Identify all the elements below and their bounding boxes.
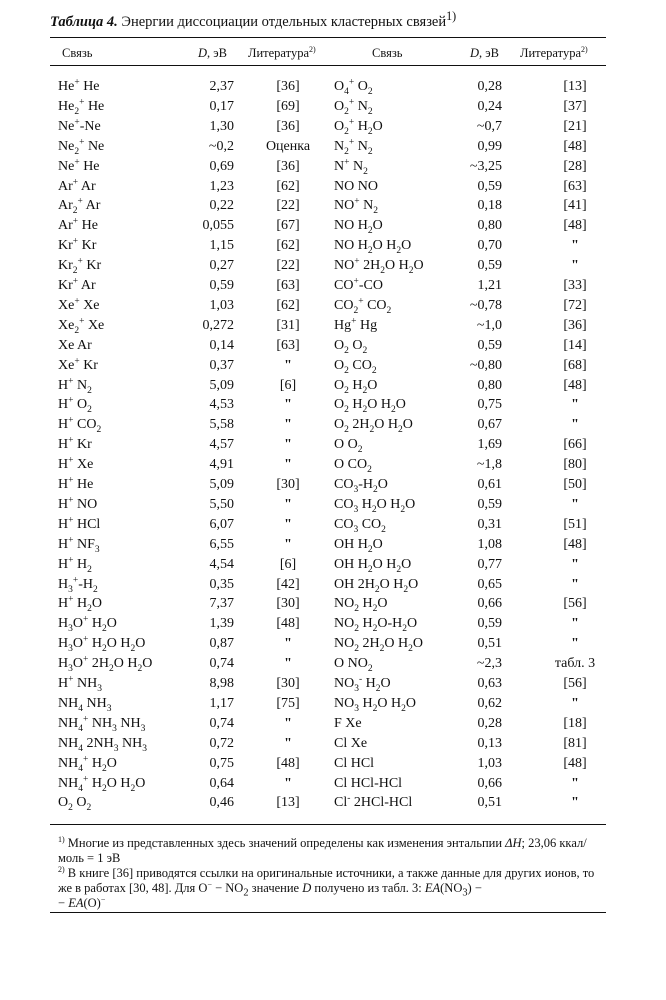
- dissociation-energy: 0,64: [209, 775, 234, 791]
- dissociation-energy: 0,18: [477, 198, 502, 214]
- bond-formula: $NH_4$ $2NH_3$ $NH_3$: [58, 735, 147, 754]
- literature-ref: [18]: [563, 715, 587, 731]
- literature-ref: [67]: [276, 218, 300, 234]
- dissociation-energy: 0,66: [477, 775, 502, 791]
- literature-ref: [66]: [563, 437, 587, 453]
- dissociation-energy: 0,59: [477, 337, 502, 353]
- bond-formula: $O_2$ $H_2O$ $H_2O$: [334, 397, 406, 416]
- literature-ref: [30]: [276, 596, 300, 612]
- dissociation-energy: 0,14: [209, 337, 234, 353]
- dissociation-energy: 0,74: [209, 656, 234, 672]
- footnote-2-part: 3: [462, 887, 468, 899]
- bond-formula: $CO_3$ $CO_2$: [334, 516, 386, 535]
- bond-formula: He+ He: [58, 77, 100, 94]
- bond-formula: O $NO_2$: [334, 656, 373, 674]
- dissociation-energy: 0,31: [477, 516, 502, 532]
- bond-formula: Kr+ Kr: [58, 236, 97, 254]
- dissociation-energy: 0,67: [477, 417, 502, 433]
- literature-ref: [22]: [276, 198, 300, 214]
- literature-ref: [41]: [563, 198, 587, 214]
- dissociation-energy: 0,59: [477, 616, 502, 632]
- table-caption: [50, 9, 457, 31]
- literature-ref: [30]: [276, 477, 300, 492]
- bond-formula: Cl HCl-HCl: [334, 775, 403, 791]
- bond-formula: NO $H_2O$ $H_2O$: [334, 238, 412, 256]
- header-energy-right: [470, 46, 499, 61]
- footnote-2-part: получено из табл. 3:: [311, 881, 425, 895]
- dissociation-energy: 4,91: [209, 457, 234, 473]
- dissociation-energy: 4,54: [209, 556, 234, 572]
- bond-formula: NO+ $N_2$: [334, 196, 378, 217]
- literature-ref: [13]: [563, 79, 587, 94]
- literature-ref: [48]: [563, 138, 587, 154]
- bond-formula: $Xe_2^+$ Xe: [58, 316, 105, 336]
- literature-ref: [81]: [563, 735, 587, 751]
- footnote-1-text: Многие из представленных здесь значений определены как изменения энтальпии: [64, 836, 506, 850]
- dissociation-energy: ~0,80: [469, 357, 502, 373]
- bond-formula: Ne+ He: [58, 156, 100, 174]
- bond-formula: H+ $NF_3$: [58, 535, 100, 555]
- footnote-2-part: −: [58, 896, 69, 910]
- footnote-2-part: ) −: [467, 881, 482, 895]
- literature-ref: [56]: [563, 596, 587, 612]
- literature-ref: ": [571, 795, 579, 811]
- dissociation-energy: 0,62: [477, 695, 502, 711]
- literature-ref: [62]: [276, 238, 300, 254]
- literature-ref: ": [571, 397, 579, 413]
- bond-formula: $H_3O^+$ $H_2O$ $H_2O$: [58, 634, 146, 654]
- literature-ref: [36]: [276, 158, 300, 174]
- literature-ref: ": [284, 417, 292, 433]
- footnote-2-part: 2: [243, 887, 249, 899]
- header-energy-left: [198, 46, 227, 61]
- literature-ref: табл. 3: [554, 656, 596, 672]
- dissociation-energy: 0,70: [477, 238, 502, 254]
- bond-formula: $NO_2$ $H_2O-H_2O$: [334, 616, 418, 635]
- literature-ref: [37]: [563, 98, 587, 114]
- literature-ref: ": [284, 397, 292, 413]
- footnote-2-part: EA: [68, 896, 84, 910]
- bond-formula: Cl Xe: [334, 735, 368, 751]
- literature-ref: ": [284, 496, 292, 512]
- footnote-2-part: (NO: [440, 881, 463, 895]
- bond-formula: $O_2$ $O_2$: [58, 795, 92, 814]
- dissociation-energy: 1,39: [209, 616, 234, 632]
- bond-formula: N+ $N_2$: [334, 156, 368, 177]
- header-energy-symbol: D: [198, 46, 208, 60]
- bond-formula: H+ He: [58, 475, 94, 492]
- literature-ref: [6]: [279, 556, 297, 572]
- bond-formula: Ar+ He: [58, 216, 98, 234]
- page-bottom-rule: [50, 912, 606, 913]
- bond-formula: OH $H_2O$: [334, 536, 383, 555]
- dissociation-energy: 0,61: [477, 477, 502, 492]
- dissociation-energy: 0,59: [477, 258, 502, 274]
- dissociation-energy: 1,23: [209, 178, 234, 194]
- dissociation-energy: 0,46: [209, 795, 234, 811]
- dissociation-energy: 0,055: [202, 218, 234, 234]
- dissociation-energy: 0,63: [477, 676, 502, 691]
- literature-ref: [22]: [276, 258, 300, 274]
- dissociation-energy: 0,80: [477, 377, 502, 393]
- dissociation-energy: 0,37: [209, 357, 234, 373]
- bond-formula: $H_3^+-H_2$: [58, 574, 98, 595]
- dissociation-energy: 6,07: [209, 516, 234, 532]
- literature-ref: [80]: [563, 457, 587, 473]
- literature-ref: ": [284, 357, 292, 373]
- literature-ref: Оценка: [265, 138, 311, 154]
- literature-ref: [72]: [563, 297, 587, 313]
- literature-ref: ": [284, 656, 292, 672]
- literature-ref: [63]: [563, 178, 587, 194]
- header-ref-right: [520, 46, 588, 61]
- bond-formula: F Xe: [334, 715, 362, 731]
- dissociation-energy: 0,87: [209, 636, 234, 652]
- header-ref-mark: 2): [309, 44, 316, 54]
- dissociation-energy: 4,57: [209, 437, 234, 453]
- dissociation-energy: 0,72: [209, 735, 234, 751]
- bond-formula: $CO_3-H_2O$: [334, 477, 388, 495]
- bond-formula: $O_2$ $O_2$: [334, 337, 368, 356]
- bond-formula: CO+-CO: [334, 276, 383, 293]
- dissociation-energy: ~0,78: [469, 297, 502, 313]
- literature-ref: ": [284, 536, 292, 552]
- footnote-2-part: − NO: [211, 881, 244, 895]
- bond-formula: Xe+ Xe: [58, 296, 100, 313]
- dissociation-energy: 5,50: [209, 496, 234, 512]
- bond-formula: Cl HCl: [334, 755, 375, 771]
- literature-ref: ": [284, 636, 292, 652]
- literature-ref: ": [284, 516, 292, 532]
- bond-formula: Xe Ar: [58, 337, 92, 353]
- dissociation-energy: 0,59: [477, 178, 502, 194]
- literature-ref: [68]: [563, 357, 587, 373]
- bond-formula: NO NO: [334, 178, 378, 194]
- dissociation-energy: 0,13: [477, 735, 502, 751]
- dissociation-energy: 1,17: [209, 695, 234, 711]
- literature-ref: [28]: [563, 158, 587, 174]
- footnote-2-part: EA: [424, 881, 441, 895]
- dissociation-energy: 1,69: [477, 437, 502, 453]
- dissociation-energy: 5,09: [209, 377, 234, 393]
- bond-formula: $O_2^+$ $H_2O$: [334, 117, 383, 137]
- header-ref-mark: 2): [581, 44, 588, 54]
- dissociation-energy: ~0,7: [476, 118, 502, 134]
- table-top-rule: [50, 37, 606, 38]
- dissociation-energy: 5,09: [209, 477, 234, 492]
- dissociation-energy: 0,51: [477, 636, 502, 652]
- header-energy-unit: , эВ: [479, 46, 499, 60]
- dissociation-energy: 0,74: [209, 715, 234, 731]
- dissociation-energy: 8,98: [209, 676, 234, 691]
- literature-ref: [51]: [563, 516, 587, 532]
- bond-formula: $H_3O^+$ $H_2O$: [58, 614, 117, 635]
- literature-ref: [48]: [563, 218, 587, 234]
- dissociation-energy: 1,30: [209, 118, 234, 134]
- literature-ref: [30]: [276, 676, 300, 691]
- literature-ref: ": [571, 616, 579, 632]
- literature-ref: ": [284, 437, 292, 453]
- literature-ref: [69]: [276, 98, 300, 114]
- literature-ref: [62]: [276, 297, 300, 313]
- bond-formula: H+ $CO_2$: [58, 415, 102, 436]
- header-bond-left: Связь: [62, 46, 93, 60]
- literature-ref: ": [284, 715, 292, 731]
- literature-ref: [13]: [276, 795, 300, 811]
- bond-formula: $NH_4$ $NH_3$: [58, 695, 112, 714]
- bond-formula: $CO_3$ $H_2O$ $H_2O$: [334, 496, 416, 515]
- bond-formula: OH $H_2O$ $H_2O$: [334, 556, 412, 575]
- literature-ref: [31]: [276, 317, 300, 333]
- bond-formula: $O_2^+$ $N_2$: [334, 97, 373, 117]
- literature-ref: ": [571, 695, 579, 711]
- header-rule: [50, 65, 606, 66]
- dissociation-energy: 0,28: [477, 715, 502, 731]
- dissociation-energy: 0,22: [209, 198, 234, 214]
- dissociation-energy: 2,37: [209, 79, 234, 94]
- table-caption-label: Таблица 4.: [50, 14, 118, 30]
- dissociation-energy: 0,272: [202, 317, 234, 333]
- bond-formula: Ar+ Ar: [58, 176, 96, 194]
- bond-formula: Hg+ Hg: [334, 316, 378, 333]
- bond-formula: Ne+-Ne: [58, 117, 101, 134]
- dissociation-energy: 6,55: [209, 536, 234, 552]
- bond-formula: H+ NO: [58, 495, 98, 512]
- dissociation-energy: ~0,2: [208, 138, 234, 154]
- bond-formula: Kr+ Ar: [58, 276, 96, 293]
- bond-formula: $CO_2^+$ $CO_2$: [334, 296, 392, 316]
- bond-formula: $Ne_2^+$ Ne: [58, 137, 105, 157]
- dissociation-energy: 0,24: [477, 98, 502, 114]
- literature-ref: [33]: [563, 278, 587, 293]
- literature-ref: [63]: [276, 278, 300, 293]
- footnote-2-part: D: [302, 881, 312, 895]
- footnote-2-part: (O): [83, 896, 101, 910]
- dissociation-energy: ~3,25: [469, 158, 502, 174]
- dissociation-energy: 7,37: [209, 596, 234, 612]
- dissociation-energy: 1,21: [477, 278, 502, 293]
- literature-ref: [42]: [276, 576, 300, 592]
- dissociation-energy: ~2,3: [476, 656, 502, 672]
- literature-ref: [14]: [563, 337, 587, 353]
- bond-formula: $NH_4^+$ $H_2O$ $H_2O$: [58, 773, 146, 794]
- footnote-1-tail: ; 23,06 ккал/моль = 1 эВ: [58, 836, 587, 865]
- dissociation-energy: 0,99: [477, 138, 502, 154]
- dissociation-energy: ~1,8: [476, 457, 502, 473]
- header-ref-text: Литература: [248, 46, 309, 60]
- literature-ref: [56]: [563, 676, 587, 691]
- dissociation-energy: 0,59: [477, 496, 502, 512]
- table-caption-text: Энергии диссоциации отдельных кластерных связей: [117, 14, 447, 30]
- dissociation-energy: 0,35: [209, 576, 234, 592]
- bond-formula: NO $H_2O$: [334, 218, 383, 237]
- bond-formula: $NO_2$ $H_2O$: [334, 596, 388, 615]
- dissociation-energy: 0,75: [209, 755, 234, 771]
- header-ref-text: Литература: [520, 46, 581, 60]
- dissociation-energy: 1,08: [477, 536, 502, 552]
- bond-formula: Cl- 2HCl-HCl: [334, 793, 413, 811]
- literature-ref: [36]: [276, 118, 300, 134]
- footnote-2-part: В книге [36] приводятся ссылки на оригинальные источники, а также данные для других ионов, то же в работах [30, 48]. Для O: [58, 866, 595, 895]
- literature-ref: [75]: [276, 695, 300, 711]
- bond-formula: $O_2$ $H_2O$: [334, 377, 378, 396]
- literature-ref: ": [571, 417, 579, 433]
- footnote-1-symbol: ΔH: [505, 836, 522, 850]
- bond-formula: OH $2H_2O$ $H_2O$: [334, 576, 419, 595]
- bond-formula: H+ $O_2$: [58, 395, 92, 416]
- literature-ref: [48]: [276, 616, 300, 632]
- dissociation-energy: 0,28: [477, 79, 502, 94]
- bond-formula: $N_2^+$ $N_2$: [334, 137, 373, 157]
- footnote-1-mark: 1): [58, 834, 65, 844]
- literature-ref: [36]: [276, 79, 300, 94]
- dissociation-energy: 0,75: [477, 397, 502, 413]
- bond-formula: H+ Kr: [58, 435, 92, 453]
- footnote-2-part: −: [207, 879, 212, 889]
- footnote-2-part: −: [100, 894, 106, 904]
- bond-formula: H+ $N_2$: [58, 375, 92, 396]
- header-ref-left: [248, 46, 316, 61]
- bond-formula: Xe+ Kr: [58, 355, 98, 373]
- literature-ref: ": [284, 735, 292, 751]
- dissociation-energy: 1,15: [209, 238, 234, 254]
- literature-ref: [63]: [276, 337, 300, 353]
- header-energy-symbol: D: [470, 46, 480, 60]
- dissociation-energy: 0,17: [209, 98, 234, 114]
- bond-formula: $He_2^+$ He: [58, 97, 105, 117]
- literature-ref: [48]: [563, 536, 587, 552]
- literature-ref: [36]: [563, 317, 587, 333]
- bond-formula: $NO_3^-$ $H_2O$: [334, 674, 391, 694]
- literature-ref: ": [571, 576, 579, 592]
- caption-footnote-mark: 1): [446, 9, 457, 24]
- bond-formula: H+ $NH_3$: [58, 674, 102, 694]
- bond-formula: $O_4^+$ $O_2$: [334, 77, 373, 97]
- dissociation-energy: 0,80: [477, 218, 502, 234]
- bond-formula: $O_2$ $CO_2$: [334, 357, 377, 376]
- footnote-2: [58, 866, 604, 911]
- dissociation-energy: ~1,0: [476, 317, 502, 333]
- literature-ref: [21]: [563, 118, 587, 134]
- bond-formula: H+ HCl: [58, 515, 101, 532]
- footnote-2-mark: 2): [58, 864, 65, 874]
- bond-formula: $NO_3$ $H_2O$ $H_2O$: [334, 695, 416, 714]
- literature-ref: [48]: [276, 755, 300, 771]
- header-energy-unit: , эВ: [207, 46, 227, 60]
- literature-ref: ": [571, 775, 579, 791]
- literature-ref: [48]: [563, 377, 587, 393]
- footnote-1: [58, 836, 604, 866]
- dissociation-energy: 0,66: [477, 596, 502, 612]
- bond-formula: H+ $H_2O$: [58, 594, 102, 615]
- dissociation-energy: 0,65: [477, 576, 502, 592]
- footnote-2-part: значение: [248, 881, 303, 895]
- dissociation-energy: 1,03: [477, 755, 502, 771]
- literature-ref: [48]: [563, 755, 587, 771]
- dissociation-energy: 0,59: [209, 278, 234, 293]
- literature-ref: ": [284, 775, 292, 791]
- literature-ref: ": [571, 556, 579, 572]
- header-bond-right: Связь: [372, 46, 403, 60]
- dissociation-energy: 4,53: [209, 397, 234, 413]
- bond-formula: $Ar_2^+$ Ar: [58, 196, 101, 217]
- bond-formula: NO+ $2H_2O$ $H_2O$: [334, 256, 424, 276]
- bond-formula: O $CO_2$: [334, 457, 372, 475]
- bond-formula: H+ Xe: [58, 455, 94, 473]
- bond-formula: $NH_4^+$ $H_2O$: [58, 753, 117, 774]
- dissociation-energy: 1,03: [209, 297, 234, 313]
- dissociation-energy: 0,27: [209, 258, 234, 274]
- literature-ref: ": [571, 636, 579, 652]
- dissociation-energy: 5,58: [209, 417, 234, 433]
- bond-formula: $Kr_2^+$ Kr: [58, 256, 102, 276]
- literature-ref: [62]: [276, 178, 300, 194]
- literature-ref: ": [571, 496, 579, 512]
- table-bottom-rule: [50, 824, 606, 825]
- dissociation-energy: 0,51: [477, 795, 502, 811]
- bond-formula: $H_3O^+$ $2H_2O$ $H_2O$: [58, 654, 153, 674]
- dissociation-energy: 0,69: [209, 158, 234, 174]
- literature-ref: [50]: [563, 477, 587, 492]
- dissociation-energy: 0,77: [477, 556, 502, 572]
- bond-formula: O $O_2$: [334, 437, 363, 455]
- bond-formula: $NH_4^+$ $NH_3$ $NH_3$: [58, 714, 146, 734]
- bond-formula: H+ $H_2$: [58, 554, 92, 575]
- literature-ref: ": [284, 457, 292, 473]
- literature-ref: ": [571, 238, 579, 254]
- bond-formula: $NO_2$ $2H_2O$ $H_2O$: [334, 636, 423, 654]
- bond-formula: $O_2$ $2H_2O$ $H_2O$: [334, 417, 413, 436]
- literature-ref: [6]: [279, 377, 297, 393]
- literature-ref: ": [571, 258, 579, 274]
